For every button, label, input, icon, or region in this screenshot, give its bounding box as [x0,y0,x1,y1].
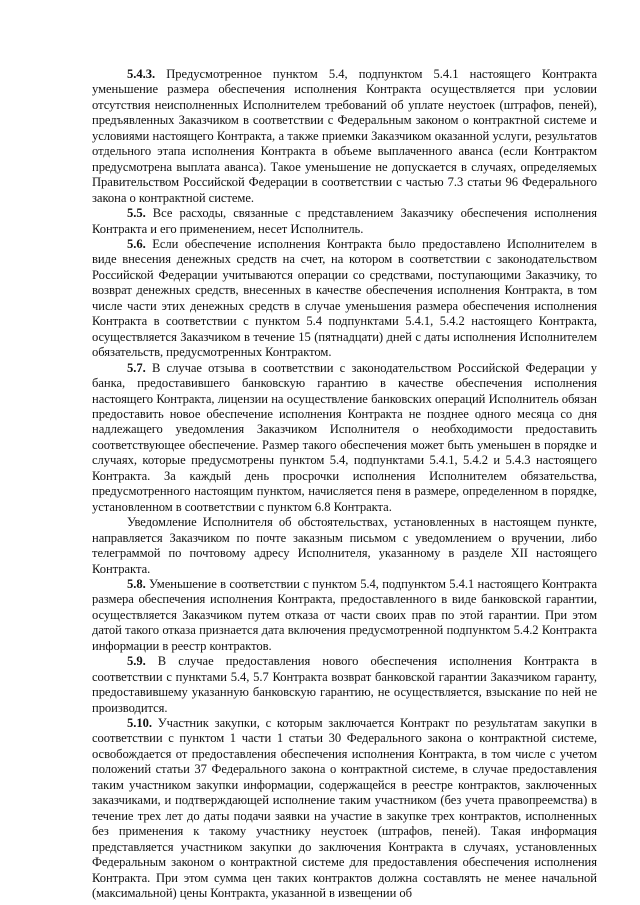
paragraph-text: Уведомление Исполнителя об обстоятельствах, установленных в настоящем пункте, направляется Заказчиком по почте заказным письмом с уведомлением о вручении, либо телеграммой по почтовому адресу Исполнителя, указанному в разделе XII настоящего Контракта. [92,515,597,576]
paragraph-text: Все расходы, связанные с представлением Заказчику обеспечения исполнения Контракта и его применением, несет Исполнитель. [92,206,597,236]
paragraph-text: Участник закупки, с которым заключается Контракт по результатам закупки в соответствии с пунктом 1 части 1 статьи 30 Федерального закона о контрактной системе, освобождается от предоставления обеспечения исполнения Контракта, в том числе с учетом положений статьи 37 Федерального закона о контрактной системе, в случае предоставления таким участником закупки информации, содержащейся в реестре контрактов, заключенных заказчиками, и подтверждающей исполнение таким участником (без учета правопреемства) в течение трех лет до даты подачи заявки на участие в закупке трех контрактов, исполненных без применения к такому участнику неустоек (штрафов, пеней). Такая информация представляется участником закупки до заключения Контракта в случаях, установленных Федеральным законом о контрактной системе для предоставления обеспечения исполнения Контракта. При этом сумма цен таких контрактов должна составлять не менее начальной (максимальной) цены Контракта, указанной в извещении об [92,716,597,901]
document-body [92,67,597,901]
paragraph-5-10 [92,716,597,901]
paragraph-5-5 [92,206,597,237]
paragraph-5-7-notice [92,515,597,577]
paragraph-5-8 [92,577,597,654]
paragraph-text: Уменьшение в соответствии с пунктом 5.4, подпунктом 5.4.1 настоящего Контракта размера обеспечения исполнения Контракта, предоставленного в виде банковской гарантии, осуществляется Заказчиком путем отказа от части своих прав по этой гарантии. При этом датой такого отказа признается дата включения предусмотренной подпунктом 5.4.2 Контракта информации в реестр контрактов. [92,576,597,653]
paragraph-5-7 [92,361,597,516]
paragraph-number: 5.8. [127,576,146,591]
paragraph-number: 5.6. [127,236,146,251]
paragraph-number: 5.7. [127,360,146,375]
paragraph-number: 5.5. [127,206,146,221]
paragraph-number: 5.9. [127,654,146,669]
paragraph-text: В случае отзыва в соответствии с законодательством Российской Федерации у банка, предоставившего банковскую гарантию в качестве обеспечения исполнения настоящего Контракта, лицензии на осуществление банковских операций Исполнитель обязан предоставить новое обеспечение исполнения Контракта не позднее одного месяца со дня надлежащего уведомления Заказчиком Исполнителя о необходимости предоставить соответствующее обеспечение. Размер такого обеспечения может быть уменьшен в порядке и случаях, которые предусмотрены пунктом 5.4, подпунктами 5.4.1, 5.4.2 и 5.4.3 настоящего Контракта. За каждый день просрочки исполнения Исполнителем обязательства, предусмотренного настоящим пунктом, начисляется пеня в размере, определенном в порядке, установленном в соответствии с пунктом 6.8 Контракта. [92,360,597,514]
paragraph-5-4-3 [92,67,597,206]
paragraph-text: Предусмотренное пунктом 5.4, подпунктом 5.4.1 настоящего Контракта уменьшение размера обеспечения исполнения Контракта осуществляется при условии отсутствия неисполненных Исполнителем требований об уплате неустоек (штрафов, пеней), предъявленных Заказчиком в соответствии с Федеральным законом о контрактной системе и условиями настоящего Контракта, а также приемки Заказчиком оказанной услуги, результатов отдельного этапа исполнения Контракта в объеме выплаченного аванса (если Контрактом предусмотрена выплата аванса). Такое уменьшение не допускается в случаях, определяемых Правительством Российской Федерации в соответствии с частью 7.3 статьи 96 Федерального закона о контрактной системе. [92,67,597,205]
paragraph-text: Если обеспечение исполнения Контракта было предоставлено Исполнителем в виде внесения денежных средств на счет, на котором в соответствии с законодательством Российской Федерации учитываются операции со средствами, поступающими Заказчику, то возврат денежных средств, внесенных в качестве обеспечения исполнения Контракта, в том числе части этих денежных средств в случае уменьшения размера обеспечения исполнения Контракта в соответствии с пунктом 5.4 подпунктами 5.4.1, 5.4.2 настоящего Контракта, осуществляется Заказчиком в течение 15 (пятнадцати) дней с даты исполнения Исполнителем обязательств, предусмотренных Контрактом. [92,236,597,360]
paragraph-text: В случае предоставления нового обеспечения исполнения Контракта в соответствии с пунктами 5.4, 5.7 Контракта возврат банковской гарантии Заказчиком гаранту, предоставившему указанную банковскую гарантию, не осуществляется, взыскание по ней не производится. [92,654,597,715]
paragraph-5-6 [92,237,597,361]
paragraph-number: 5.10. [127,716,152,731]
paragraph-number: 5.4.3. [127,67,156,81]
paragraph-5-9 [92,654,597,716]
